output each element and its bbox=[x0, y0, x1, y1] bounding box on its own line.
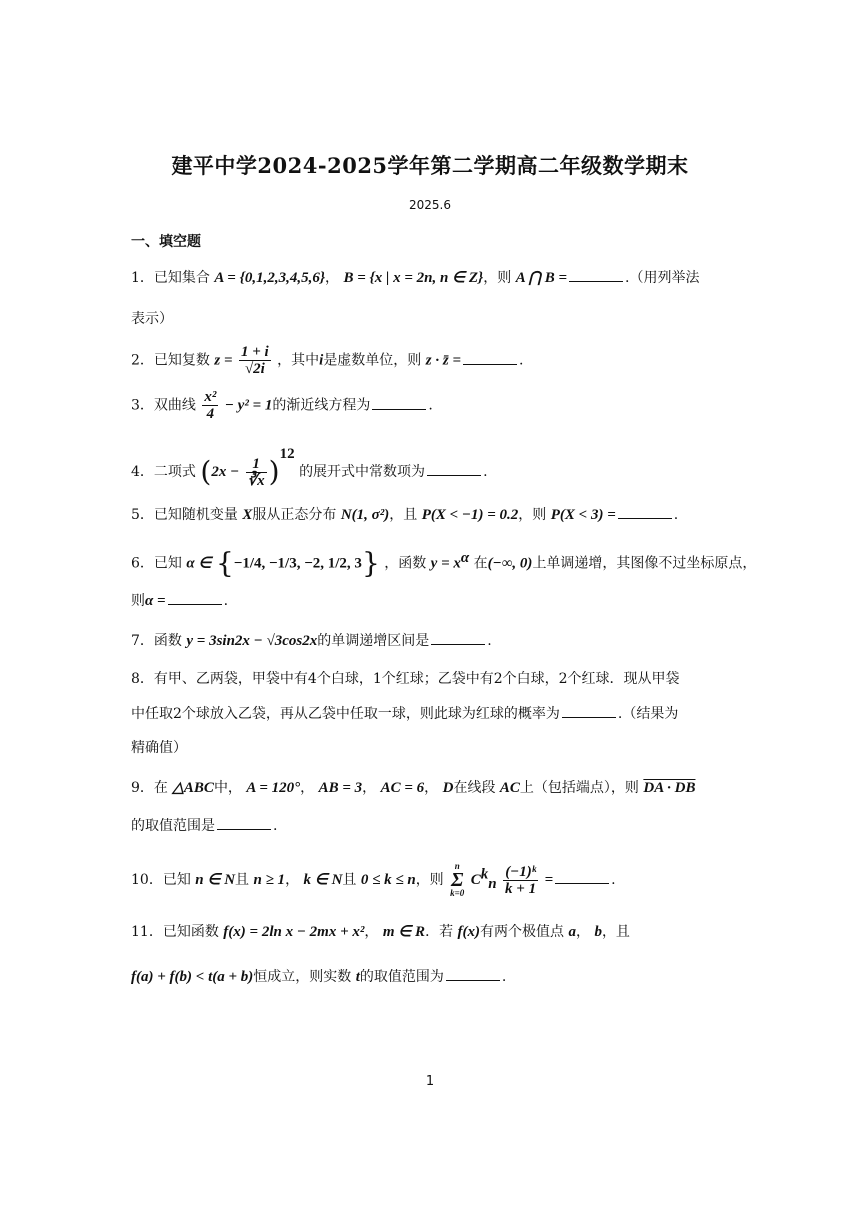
question-8-line2: 中任取2个球放入乙袋，再从乙袋中任取一球，则此球为红球的概率为 .（结果为 bbox=[131, 706, 679, 722]
exam-date: 2025.6 bbox=[409, 198, 451, 212]
question-4: 4．二项式 (2x − $\frac{1}{∛x}$ )$^{12}$ 的展开式中常数项为 . bbox=[131, 446, 488, 489]
question-8-line3: 精确值） bbox=[131, 740, 187, 756]
answer-blank bbox=[618, 506, 672, 519]
answer-blank bbox=[463, 352, 517, 365]
answer-blank bbox=[217, 817, 271, 830]
fraction: $\frac{\text{x²}}{4}$ bbox=[204, 389, 217, 422]
fraction: $\frac{1}{∛x}$ bbox=[247, 455, 265, 489]
question-10: 10．已知 n ∈ N且 n ≥ 1， k ∈ N且 0 ≤ k ≤ n，则 n Σ k=0 $C^k_n$ $\frac{\text{(−1)ᵏ}}{k + 1}$ = . bbox=[131, 861, 616, 898]
answer-blank bbox=[431, 632, 485, 645]
summation: n Σ k=0 bbox=[450, 861, 465, 898]
question-6: 6．已知 α ∈ {−1/4, −1/3, −2, 1/2, 3} ，函数 $y = x^\alpha$ 在(−∞, 0)上单调递增，其图像不过坐标原点， bbox=[131, 546, 757, 580]
section-heading: 一、填空题 bbox=[131, 234, 201, 250]
page-number: 1 bbox=[425, 1074, 435, 1089]
answer-blank bbox=[427, 463, 481, 476]
question-2: 2．已知复数 z = $\frac{1 + i}{√2i}$ ，其中i是虚数单位，则 z · z̄ = . bbox=[131, 344, 524, 377]
answer-blank bbox=[446, 968, 500, 981]
answer-blank bbox=[372, 397, 426, 410]
question-1-cont: 表示） bbox=[131, 311, 173, 327]
question-11: 11．已知函数 f(x) = 2ln x − 2mx + x²， m ∈ R．若 f(x)有两个极值点 a， b，且 bbox=[131, 924, 630, 940]
fraction: $\frac{1 + i}{√2i}$ bbox=[240, 344, 269, 377]
fraction: $\frac{\text{(−1)ᵏ}}{k + 1}$ bbox=[505, 863, 537, 897]
answer-blank bbox=[562, 705, 616, 718]
question-9-line2: 的取值范围是 . bbox=[131, 818, 278, 834]
question-1: 1．已知集合 A = {0,1,2,3,4,5,6}， B = {x | x = 2n, n ∈ Z}，则 A ⋂ B = .（用列举法 bbox=[131, 270, 700, 286]
answer-blank bbox=[168, 592, 222, 605]
question-7: 7．函数 y = 3sin2x − √3cos2x的单调递增区间是 . bbox=[131, 633, 492, 649]
question-9: 9．在 △ABC中， A = 120°， AB = 3， AC = 6， D在线段 AC上（包括端点），则 DA · DB bbox=[131, 780, 696, 796]
question-3: 3．双曲线 $\frac{\text{x²}}{4}$ − y² = 1的渐近线方程为 . bbox=[131, 389, 433, 422]
question-8: 8．有甲、乙两袋，甲袋中有4个白球，1个红球；乙袋中有2个白球，2个红球．现从甲袋 bbox=[131, 671, 680, 687]
answer-blank bbox=[569, 269, 623, 282]
question-5: 5．已知随机变量 X服从正态分布 N(1, σ²)，且 P(X < −1) = 0.2，则 P(X < 3) = . bbox=[131, 507, 679, 523]
answer-blank bbox=[555, 871, 609, 884]
exam-title: 建平中学2024-2025学年第二学期高二年级数学期末 bbox=[171, 153, 689, 178]
question-6-cont: 则α = . bbox=[131, 593, 229, 609]
question-11-line2: f(a) + f(b) < t(a + b)恒成立，则实数 t的取值范围为 . bbox=[131, 969, 507, 985]
